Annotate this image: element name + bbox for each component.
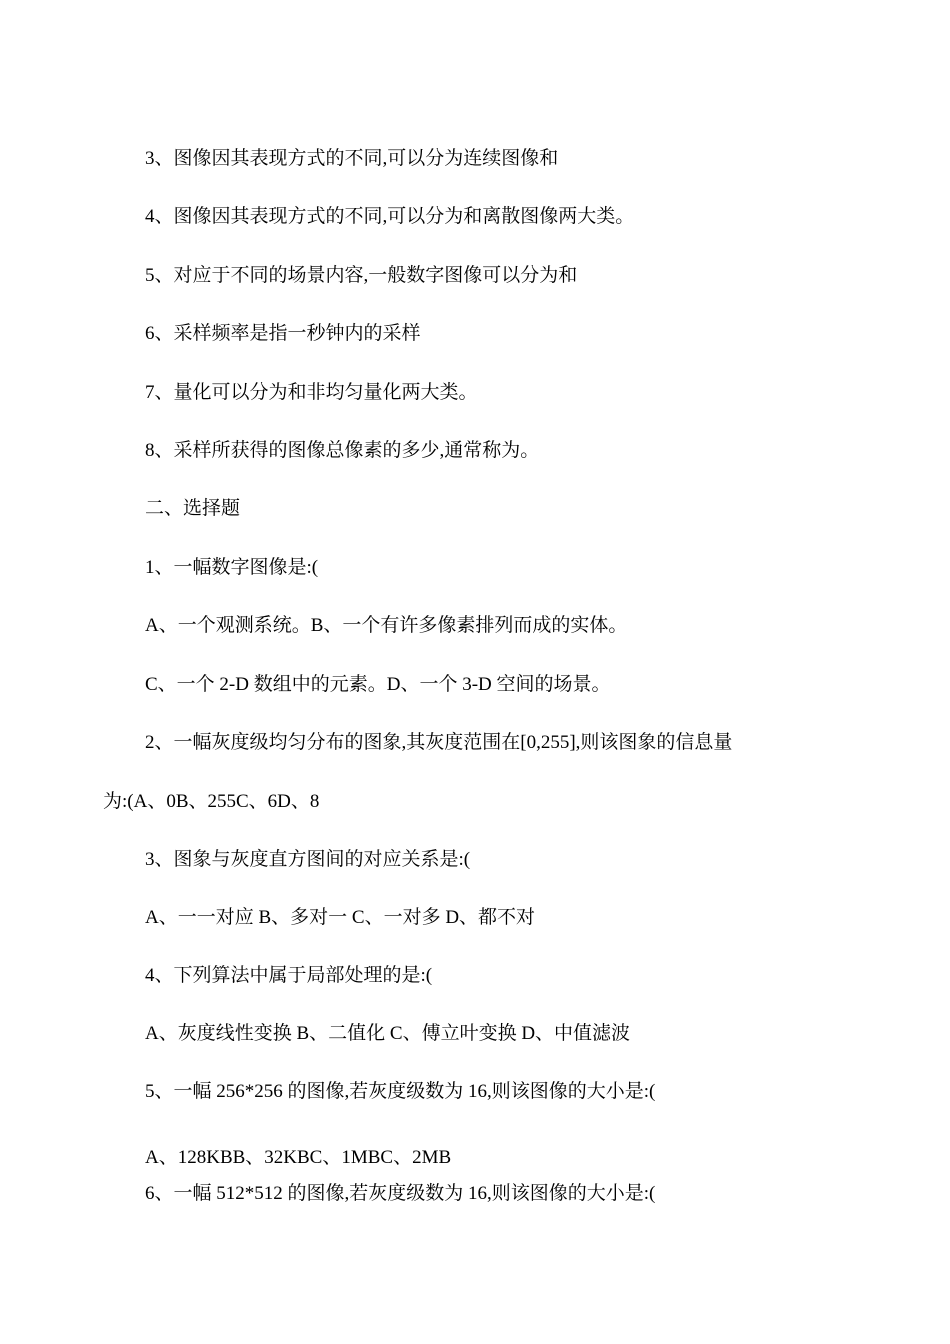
- fill-blank-question-3: 3、图像因其表现方式的不同,可以分为连续图像和: [145, 148, 559, 169]
- choice-question-4: 4、下列算法中属于局部处理的是:(: [145, 965, 433, 986]
- choice-question-2: 2、一幅灰度级均匀分布的图象,其灰度范围在[0,255],则该图象的信息量: [145, 732, 733, 753]
- choice-question-1-options-ab: A、一个观测系统。B、一个有许多像素排列而成的实体。: [145, 615, 628, 636]
- fill-blank-question-4: 4、图像因其表现方式的不同,可以分为和离散图像两大类。: [145, 206, 635, 227]
- choice-question-4-options: A、灰度线性变换 B、二值化 C、傅立叶变换 D、中值滤波: [145, 1023, 631, 1044]
- choice-question-2-continuation: 为:(A、0B、255C、6D、8: [103, 791, 320, 812]
- choice-question-6: 6、一幅 512*512 的图像,若灰度级数为 16,则该图像的大小是:(: [145, 1183, 656, 1204]
- choice-question-3-options: A、一一对应 B、多对一 C、一对多 D、都不对: [145, 907, 536, 928]
- section-heading: 二、选择题: [145, 498, 241, 519]
- choice-question-1-options-cd: C、一个 2-D 数组中的元素。D、一个 3-D 空间的场景。: [145, 674, 611, 695]
- choice-question-5: 5、一幅 256*256 的图像,若灰度级数为 16,则该图像的大小是:(: [145, 1081, 656, 1102]
- choice-question-1: 1、一幅数字图像是:(: [145, 557, 319, 578]
- fill-blank-question-8: 8、采样所获得的图像总像素的多少,通常称为。: [145, 440, 540, 461]
- fill-blank-question-5: 5、对应于不同的场景内容,一般数字图像可以分为和: [145, 265, 578, 286]
- fill-blank-question-7: 7、量化可以分为和非均匀量化两大类。: [145, 382, 478, 403]
- choice-question-3: 3、图象与灰度直方图间的对应关系是:(: [145, 849, 471, 870]
- fill-blank-question-6: 6、采样频率是指一秒钟内的采样: [145, 323, 421, 344]
- choice-question-5-options: A、128KBB、32KBC、1MBC、2MB: [145, 1147, 452, 1168]
